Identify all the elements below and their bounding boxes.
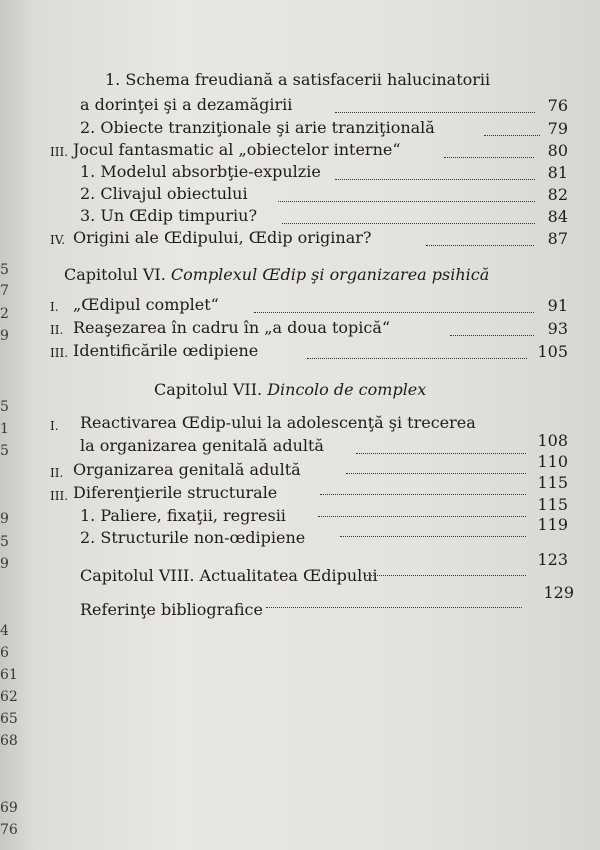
margin-number: 9 xyxy=(0,556,9,572)
margin-number: 7 xyxy=(0,283,9,299)
toc-entry-text: a dorinţei şi a dezamăgirii xyxy=(80,95,293,114)
toc-entry-text: Reactivarea Œdip-ului la adolescenţă şi trecerea xyxy=(80,413,476,432)
page-number: 82 xyxy=(547,185,568,204)
page-number: 76 xyxy=(547,96,568,115)
toc-entry-text: 1. Schema freudiană a satisfacerii halucinatorii xyxy=(105,70,491,89)
chapter-label: Capitolul VII. xyxy=(154,380,263,399)
chapter-label: Capitolul VI. xyxy=(64,265,166,284)
toc-entry-text: Origini ale Œdipului, Œdip originar? xyxy=(73,228,372,247)
page-number: 79 xyxy=(547,119,568,138)
margin-number: 6 xyxy=(0,645,9,661)
toc-entry-text: 3. Un Œdip timpuriu? xyxy=(80,206,258,225)
dot-leader xyxy=(282,223,535,224)
roman-numeral: III. xyxy=(50,489,69,503)
margin-number: 61 xyxy=(0,667,18,683)
chapter-title: Dincolo de complex xyxy=(267,380,427,399)
dot-leader xyxy=(266,607,522,608)
page-number: 81 xyxy=(547,163,568,182)
roman-numeral: III. xyxy=(50,145,69,159)
margin-number: 5 xyxy=(0,534,9,550)
dot-leader xyxy=(278,201,535,202)
roman-numeral: III. xyxy=(50,346,69,360)
roman-numeral: IV. xyxy=(50,233,66,247)
page-number: 115 xyxy=(537,495,568,514)
page-number: 80 xyxy=(547,141,568,160)
chapter-heading: Capitolul VIII. Actualitatea Œdipului xyxy=(80,566,378,585)
toc-entry-text: Identificările œdipiene xyxy=(73,341,259,360)
page-number: 93 xyxy=(547,319,568,338)
toc-entry-text: la organizarea genitală adultă xyxy=(80,436,324,455)
toc-entry-text: Jocul fantasmatic al „obiectelor interne“ xyxy=(73,140,401,159)
roman-numeral: I. xyxy=(50,300,59,314)
roman-numeral: II. xyxy=(50,466,64,480)
chapter-heading[interactable] xyxy=(64,265,489,284)
dot-leader xyxy=(444,157,534,158)
toc-entry-text: 1. Modelul absorbţie-expulzie xyxy=(80,162,321,181)
dot-leader xyxy=(335,112,535,113)
dot-leader xyxy=(307,358,527,359)
toc-entry-text: „Œdipul complet“ xyxy=(73,295,219,314)
page-number: 115 xyxy=(537,473,568,492)
margin-number: 9 xyxy=(0,511,9,527)
dot-leader xyxy=(356,453,526,454)
dot-leader xyxy=(340,536,526,537)
roman-numeral: I. xyxy=(50,419,59,433)
dot-leader xyxy=(426,245,534,246)
margin-number: 68 xyxy=(0,733,18,749)
dot-leader xyxy=(365,575,526,576)
page-number: 105 xyxy=(537,342,568,361)
page-number: 110 xyxy=(537,452,568,471)
dot-leader xyxy=(335,179,535,180)
margin-number: 5 xyxy=(0,399,9,415)
toc-entry-text: 2. Structurile non-œdipiene xyxy=(80,528,306,547)
page-number: 87 xyxy=(547,229,568,248)
dot-leader xyxy=(346,473,526,474)
toc-entry-text: Diferenţierile structurale xyxy=(73,483,278,502)
toc-entry-text: Reaşezarea în cadru în „a doua topică“ xyxy=(73,318,391,337)
chapter-heading[interactable] xyxy=(154,380,426,399)
page-number: 108 xyxy=(537,431,568,450)
roman-numeral: II. xyxy=(50,323,64,337)
margin-number: 62 xyxy=(0,689,18,705)
margin-number: 1 xyxy=(0,421,9,437)
chapter-title: Complexul Œdip şi organizarea psihică xyxy=(170,265,490,284)
dot-leader xyxy=(254,312,534,313)
margin-number: 4 xyxy=(0,623,9,639)
margin-number: 9 xyxy=(0,328,9,344)
dot-leader xyxy=(320,494,526,495)
page-number: 84 xyxy=(547,207,568,226)
toc-entry-text: Organizarea genitală adultă xyxy=(73,460,301,479)
toc-entry-text: 2. Clivajul obiectului xyxy=(80,184,248,203)
margin-number: 2 xyxy=(0,306,9,322)
dot-leader xyxy=(450,335,534,336)
margin-number: 5 xyxy=(0,262,9,278)
toc-entry-text: 1. Paliere, fixaţii, regresii xyxy=(80,506,286,525)
page-number: 91 xyxy=(547,296,568,315)
page-number: 123 xyxy=(537,550,568,569)
toc-entry-text: 2. Obiecte tranziţionale şi arie tranziţională xyxy=(80,118,435,137)
dot-leader xyxy=(318,516,526,517)
margin-number: 69 xyxy=(0,800,18,816)
page-number: 129 xyxy=(543,583,574,602)
margin-number: 5 xyxy=(0,443,9,459)
toc-entry-text: Referinţe bibliografice xyxy=(80,600,263,619)
page-number: 119 xyxy=(537,515,568,534)
margin-number: 65 xyxy=(0,711,18,727)
margin-number: 76 xyxy=(0,822,18,838)
